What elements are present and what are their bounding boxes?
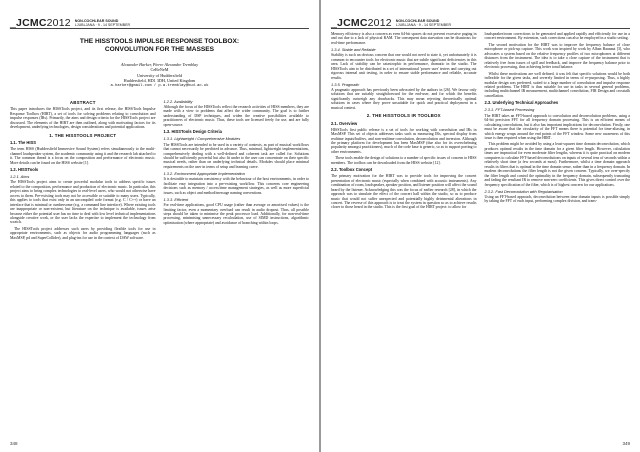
conference-header	[10, 10, 309, 29]
left-page-column-2	[164, 97, 310, 242]
subsection-heading: 1.3. HISSTools Design Criteria	[163, 129, 222, 135]
subsection-heading: 2.2. Toolbox Concept	[331, 167, 373, 173]
lab-name: CeReNeM	[150, 67, 169, 73]
paragraph: The second motivation for the HIRT was to improve the frequency balance of close microphone or pick-up capture. This work was inspired by work by Alban Baunaut [3], who advocates a system based on the relative frequency profiles of two microphones at different distances from the instrument. The idea is to take a close capture of the instrument that is relatively free from issues of spill and feedback, and improve the frequency balance prior to electronic processing, thus achieving better tonal balance.	[484, 42, 630, 70]
conference-info: NON-COCHLEAR SOUND LJUBLJANA · 9 - 14 SEPTEMBER	[395, 18, 452, 27]
paragraph: Stability is such an obvious concern that one would not need to state it, yet unfortunately it is common to encounter tools for electronic music that are subtle significant deficiencies in this area. Lack of stability can be catastrophic in performance, dramatic in the studio. The HISSTools aim to be distributed in a set of international 'power user' testers and carrying out rigorous internal unit testing, in order to ensure stable performance and reliable, accurate results.	[331, 53, 477, 80]
subsubsection-heading: 2.3.1. FFT-based Processing	[484, 107, 535, 113]
conference-logo: _JCMC2012	[10, 17, 71, 29]
conference-logo: _JCMC2012	[331, 17, 392, 29]
university-name: University of Huddersfield	[136, 72, 183, 78]
paragraph: The HISSTools project addresses such users by providing flexible tools for use in appropriate environments, such as objects for audio programming languages (such as MaxMSP, pd and SuperCollider), and plug-ins for use in the context of DAW software.	[10, 226, 156, 240]
section-heading: 1. THE HISSTOOLS PROJECT	[49, 132, 117, 138]
right-page-content	[331, 32, 630, 434]
page-number: 349	[622, 441, 630, 446]
paper-title: THE HISSTOOLS IMPULSE RESPONSE TOOLBOX: CONVOLUTION FOR THE MASSES	[79, 38, 240, 53]
subsection-heading: 1.2. HISSTools	[10, 166, 39, 172]
paragraph: loudspeaker/room corrections to be generated and applied rapidly and efficiently for use in a concert environment. By extension, such corrections can also be employed in a studio setting.	[484, 32, 630, 41]
paragraph: Whilst these motivations are well defined, it was felt that specific solutions would be both inflexible for the given tasks, and severely limited in terms of re-purposing. Thus, a highly modular design was preferred, suited to a large number of convolution and impulse response related problems. The HIRT is thus suitable for use in tasks in several general problems, including multichannel IR measurement, multichannel convolution, FIR Design and crosstalk cancellation.	[484, 71, 630, 98]
subsubsection-heading: 1.3.3. Efficient	[163, 196, 189, 202]
right-page-column-2	[485, 32, 631, 212]
section-heading: 2. THE HISSTOOLS IR TOOLBOX	[366, 113, 441, 119]
author-names: Alexander Harker, Pierre Alexandre Tremblay	[120, 62, 199, 67]
address: Huddersfield, HD1 3DH, United Kingdom	[123, 78, 196, 84]
paragraph: Memory efficiency is also a concern as even 64-bit spaces do not prevent excessive paging in and out due to a lack of physical RAM. The consequent data starvation can be disastrous for real-time performance.	[331, 32, 477, 45]
abstract-text: This paper introduces the HISSTools project, and its first release, the HISSTools Impulse Response Toolbox (HIRT), a set of tools for solving problems relating to convolution and impulse responses (IRs). Primarily, the aims and design criteria for the HISSTools project are discussed. The elements of the HIRT are then outlined, along with motivating factors for its development, underlying technologies, design considerations and potential applications.	[10, 107, 156, 130]
page-number: 348	[10, 441, 18, 446]
subsubsection-heading: 1.2.2. Availability	[163, 98, 193, 104]
paragraph: The HIRT takes an FFT-based approach to convolution and deconvolution problems, using a 64-bit precision FFT for all frequency domain processing. This is an efficient means of calculating convolutions, but it also has important implications for deconvolution. Firstly, one must be aware that the circularity of the FFT means there is potential for time-aliasing, in which energy wraps around the end points of the FFT window. Some new awareness of this issue is then required when using the HIRT.	[484, 113, 630, 141]
paragraph: Although the focus of the HISSTools reflect the research activities of HISS members, they are made with a view to problems that affect the wider community. The goal is to further understanding of DSP techniques, and widen the creative possibilities available to practitioners of electronic music. Thus, these tools are licensed freely for use, and are fully open-source.	[163, 104, 309, 127]
paragraph: Using an FFT-based approach, deconvolution between time domain inputs is possible simply by taking the FFT of each input, performing complex division, and trans-	[484, 194, 630, 204]
paragraph: A pragmatic approach has previously been advocated by the authors in [26]. We favour only solutions that are suitably straightforward for the end-user, and for which the benefits significantly outweigh any drawbacks. This may mean rejecting theoretically optimal solutions in cases where they prove unsuitable for quick and practical deployment in a musical context.	[331, 87, 477, 110]
paragraph: The HISSTools are intended to be used in a variety of contexts, as part of musical workflows that cannot necessarily be predicted in advance. Thus, minimal, lightweight implementations, comprehensively dealing with a well-defined and coherent task are called for. Solutions should be sufficiently powerful but also fit under to the user can concentrate on their specific musical needs, rather than on underlying technical details. Modules should place minimal requirements on the user in terms of setup and learning curve.	[163, 142, 309, 169]
conference-header	[331, 10, 630, 29]
paragraph: The term HISS (Huddersfield Immersive Sound System) refers simultaneously to the multi-channel loudspeaker system, the academic community using it and the research lab attached to it. The common thread is a focus on the composition and performance of electronic music. More details can be found on the HISS website [1].	[10, 147, 156, 165]
paragraph: The primary motivation for the HIRT was to provide tools for improving the concert presentation of electronic music (especially when combined with acoustic instruments). Any combination of room, loudspeaker, speaker position, and listener position will affect the sound heard by the listener. Acknowledging this was the focus of earlier research [28], in which the approach was to simulate the effect of the concert hall within the studio, so as to produce music that would not suffer unexpected and potentially highly detrimental alterations in concert. The reverse of this approach is to treat the system in question so as to achieve results closer to those heard in the studio. This is the first goal of the HIRT project: to allow for	[331, 174, 477, 210]
subsubsection-heading: 2.3.2. Fast Deconvolution with Regularisation	[484, 188, 563, 194]
right-page	[321, 0, 640, 452]
subsubsection-heading: 1.3.4. Stable and Reliable	[331, 46, 376, 52]
conference-info: NON-COCHLEAR SOUND LJUBLJANA · 9 - 14 SEPTEMBER	[74, 18, 131, 27]
left-page-content	[10, 34, 309, 434]
left-page	[0, 0, 319, 452]
paragraph: This problem might be avoided by using a least-squares time domain deconvolution, which produces optimal results in the time domain for a given filter length. However, calculation times are impractical for even moderate filter lengths, whereas it is quite practical on modern computers to calculate FFT-based deconvolutions on inputs of several tens of seconds within a relatively short time (a few seconds at most). Furthermore, whilst a time domain approach results in filters that is optimal in the time domain sense, rather than in a frequency domain. In modern deconvolutions the filter length is not the given concern. Typically, we over-specify the filter length and control the optimality in the frequency domain, subsequently truncating and fading the resultant IR to remove non-zero coefficients. This gives direct control over the frequency specification of the filter, which is of highest concern for our applications.	[484, 142, 630, 187]
subsubsection-heading: 1.3.2. Environment Appropriate Implementation	[163, 170, 245, 176]
left-page-column-1	[10, 97, 156, 242]
paragraph: The HISSTools project aims to create powerful modular tools to address specific issues related to the composition, performance and production of electronic music. In particular, this project aims to bring complex technologies to real-level users, who would not otherwise have access to them. Pre-existing tools may not be accessible or suitable to many users. Typically, this applies to tools that exist only in an uncompiled code format (e.g. C / C++) or have an interface that is minimal or cumbersome (e.g. a command line interface). Where existing tools are inappropriate or non-existent, but literature on the technique is available, issues arise because either the potential user has no time to deal with low level technical implementations alongside creative work, or the user lacks the expertise to implement the technology from scratch.	[10, 180, 156, 225]
paragraph: HISSTools first public release is a set of tools for working with convolution and IRs in MaxMSP. This set of objects addresses tasks such as measuring IRs, spectral display from realtime inputs/buffers, and non-realtime convolution, deconvolution and inversion. Although the primary platform for development has been MaxMSP (due also for its overwhelming popularity amongst practitioners), much of the code base is generic, so as to support porting to other environments.	[331, 127, 477, 154]
paragraph: These tools enable the design of solutions to a number of specific issues of concern to HISS members. The toolbox can be downloaded from the HISS website [12].	[331, 156, 477, 165]
author-block	[10, 62, 309, 89]
author-emails: a.harker@gmail.com / p.a.tremblay@hud.ac.uk	[110, 83, 209, 88]
paragraph: It is desirable to maintain consistency with the behaviour of the host environments, in order to facilitate easy integration into a pre-existing workflow. This concerns core engineering decisions such as memory / access/time management strategies, as well as more superficial issues, such as object and method/message naming conventions.	[163, 177, 309, 195]
subsubsection-heading: 1.2.1. Aims	[10, 173, 30, 179]
subsubsection-heading: 1.3.1. Lightweight / Comprehensive Modules	[163, 136, 241, 142]
right-page-column-1	[331, 32, 477, 212]
subsection-heading: 2.1. Overview	[331, 120, 358, 126]
abstract-heading: ABSTRACT	[69, 100, 96, 106]
subsection-heading: 1.1. The HISS	[10, 140, 36, 146]
paragraph: For real-time applications, good CPU usage (rather than average or amortised values) is the limiting factor, even a momentary overload can result in audio dropout. Thus, all possible steps should be taken to minimise the peak processor load. Additionally, for non-real-time processing, minimising unnecessary recalculation, use of SIMD instructions, algorithmic optimisation (where appropriate) and avoidance of branching within loops.	[163, 203, 309, 225]
subsubsection-heading: 1.3.5. Pragmatic	[331, 81, 360, 87]
subsection-heading: 2.3. Underlying Technical Approaches	[484, 100, 559, 106]
